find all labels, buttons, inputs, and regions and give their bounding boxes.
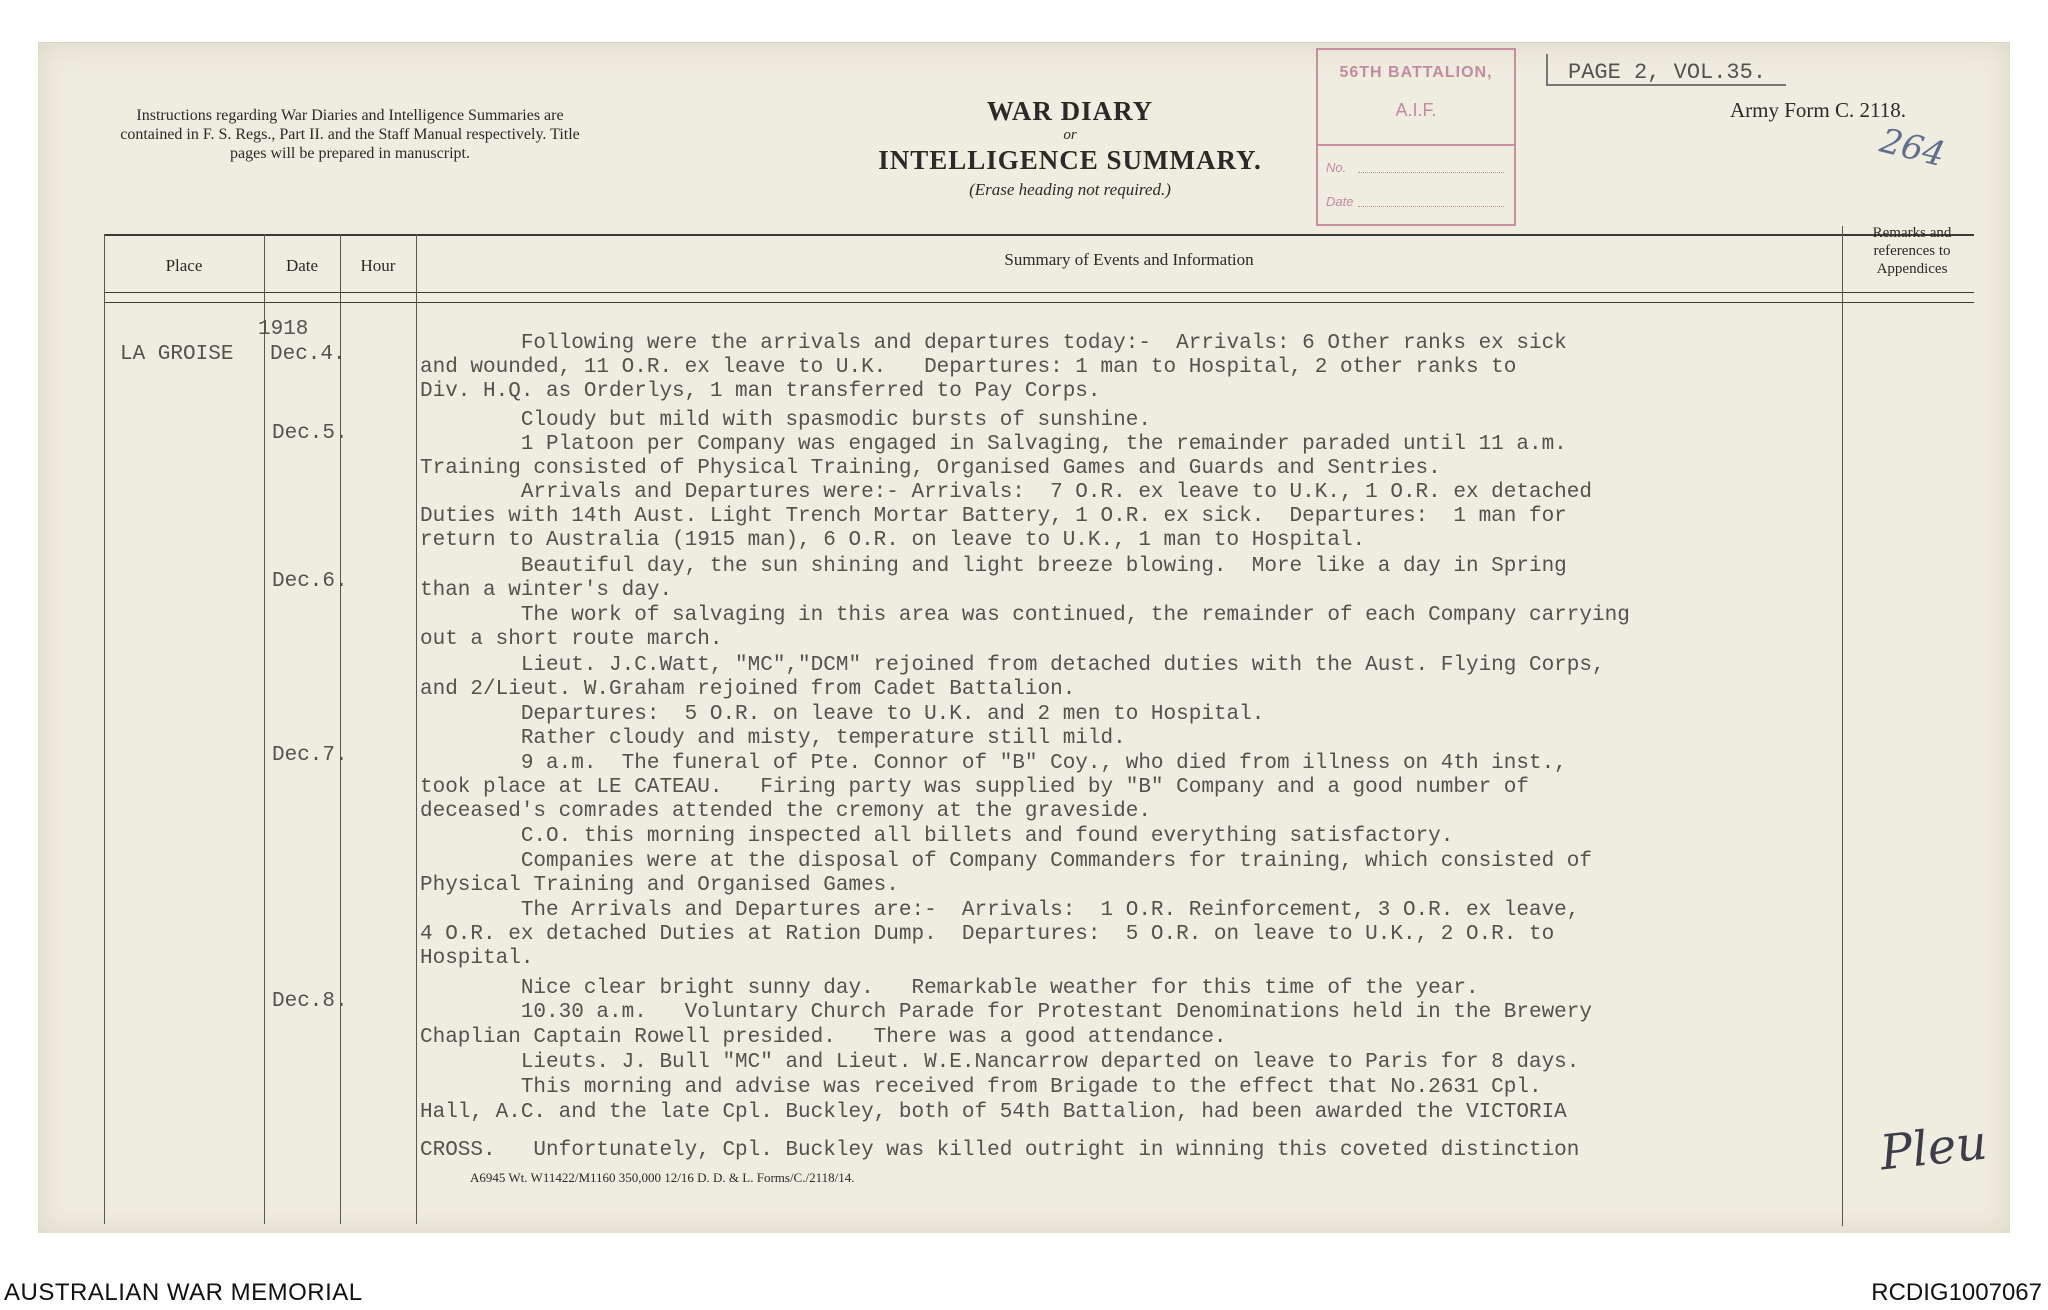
page-subtitle: INTELLIGENCE SUMMARY.	[878, 145, 1262, 175]
col-rule-summary	[1842, 226, 1843, 1226]
diary-line: Departures: 5 O.R. on leave to U.K. and 2 men to Hospital.	[420, 703, 1265, 726]
entry-year: 1918	[258, 318, 309, 341]
diary-line: Cloudy but mild with spasmodic bursts of sunshine.	[420, 409, 1151, 432]
table-top-rule	[104, 234, 1974, 236]
diary-line: This morning and advise was received from Brigade to the effect that No.2631 Cpl.	[420, 1076, 1542, 1099]
diary-line: 9 a.m. The funeral of Pte. Connor of "B" Coy., who died from illness on 4th inst.,	[420, 752, 1567, 775]
diary-line: Companies were at the disposal of Company Commanders for training, which consisted of	[420, 850, 1592, 873]
diary-line: The Arrivals and Departures are:- Arrivals: 1 O.R. Reinforcement, 3 O.R. ex leave,	[420, 899, 1580, 922]
stamp-date-dots	[1358, 206, 1504, 207]
page-title: WAR DIARY	[986, 96, 1154, 126]
entry-date: Dec.4.	[270, 343, 346, 366]
entry-date: Dec.8.	[272, 990, 348, 1013]
entry-date: Dec.5.	[272, 422, 348, 445]
page-reference: PAGE 2, VOL.35.	[1568, 60, 1767, 85]
archive-id: RCDIG1007067	[1871, 1279, 2042, 1306]
diary-line: 10.30 a.m. Voluntary Church Parade for Protestant Denominations held in the Brewery	[420, 1001, 1592, 1024]
handwritten-page-number: 264	[1876, 120, 1949, 176]
entry-date: Dec.6.	[272, 570, 348, 593]
archive-caption: AUSTRALIAN WAR MEMORIAL	[4, 1279, 363, 1306]
column-header-date: Date	[285, 256, 319, 275]
diary-line: 4 O.R. ex detached Duties at Ration Dump. Departures: 5 O.R. on leave to U.K., 2 O.R. to	[420, 923, 1555, 946]
form-code: A6945 Wt. W11422/M1160 350,000 12/16 D. D. & L. Forms/C./2118/14.	[470, 1170, 855, 1185]
title-note: (Erase heading not required.)	[969, 180, 1171, 199]
signature: Pleu	[1877, 1114, 1990, 1182]
title-or: or	[1063, 127, 1077, 143]
column-header-remarks: Remarks and references to Appendices	[1872, 225, 1952, 277]
diary-line: Rather cloudy and misty, temperature still mild.	[420, 727, 1126, 750]
diary-line: Hospital.	[420, 947, 534, 970]
battalion-stamp	[1316, 48, 1516, 226]
diary-line: took place at LE CATEAU. Firing party was supplied by "B" Company and a good number of	[420, 776, 1529, 799]
diary-line: and 2/Lieut. W.Graham rejoined from Cadet Battalion.	[420, 678, 1076, 701]
header-double-rule	[104, 302, 1974, 303]
diary-line: Physical Training and Organised Games.	[420, 874, 899, 897]
entry-date: Dec.7.	[272, 744, 348, 767]
diary-line: and wounded, 11 O.R. ex leave to U.K. Departures: 1 man to Hospital, 2 other ranks to	[420, 356, 1517, 379]
diary-line: Beautiful day, the sun shining and light breeze blowing. More like a day in Spring	[420, 555, 1567, 578]
header-bottom-rule	[104, 292, 1974, 293]
column-header-summary: Summary of Events and Information	[1004, 250, 1254, 269]
army-form-label: Army Form C. 2118.	[1730, 98, 1906, 122]
title-block	[830, 96, 1310, 200]
diary-line: Hall, A.C. and the late Cpl. Buckley, both of 54th Battalion, had been awarded the VICTORIA	[420, 1101, 1567, 1124]
stamp-divider	[1318, 144, 1514, 146]
diary-line: Nice clear bright sunny day. Remarkable weather for this time of the year.	[420, 977, 1479, 1000]
diary-line: than a winter's day.	[420, 579, 673, 602]
col-rule-place	[264, 234, 265, 1224]
diary-line: Arrivals and Departures were:- Arrivals: 7 O.R. ex leave to U.K., 1 O.R. ex detached	[420, 481, 1592, 504]
stamp-battalion: 56TH BATTALION,	[1339, 64, 1493, 81]
diary-line: deceased's comrades attended the cremony at the graveside.	[420, 800, 1151, 823]
stamp-no-label: No.	[1326, 160, 1347, 175]
stamp-no-dots	[1358, 172, 1504, 173]
stamp-date-label: Date	[1326, 194, 1354, 209]
entry-place: LA GROISE	[120, 343, 234, 366]
diary-line: Lieut. J.C.Watt, "MC","DCM" rejoined from detached duties with the Aust. Flying Corps,	[420, 654, 1605, 677]
col-rule-date	[340, 234, 341, 1224]
diary-line: The work of salvaging in this area was continued, the remainder of each Company carrying	[420, 604, 1630, 627]
diary-line: 1 Platoon per Company was engaged in Salvaging, the remainder paraded until 11 a.m.	[420, 433, 1567, 456]
diary-line: return to Australia (1915 man), 6 O.R. on leave to U.K., 1 man to Hospital.	[420, 529, 1366, 552]
diary-line: Chaplian Captain Rowell presided. There was a good attendance.	[420, 1026, 1227, 1049]
diary-line: out a short route march.	[420, 628, 723, 651]
diary-line: C.O. this morning inspected all billets and found everything satisfactory.	[420, 825, 1454, 848]
stamp-aif: A.I.F.	[1395, 100, 1437, 120]
instructions-text: Instructions regarding War Diaries and Intelligence Summaries are contained in F. S. Regs., Part II. and the Staff Manual respectively. Title pages will be prepared in manuscript.	[120, 107, 580, 162]
col-rule-hour	[416, 234, 417, 1224]
col-rule-left	[104, 234, 105, 1224]
diary-line: Following were the arrivals and departures today:- Arrivals: 6 Other ranks ex sick	[420, 332, 1567, 355]
diary-line: Duties with 14th Aust. Light Trench Mortar Battery, 1 O.R. ex sick. Departures: 1 man for	[420, 505, 1567, 528]
column-header-place: Place	[165, 256, 203, 275]
diary-line: Training consisted of Physical Training, Organised Games and Guards and Sentries.	[420, 457, 1441, 480]
diary-line: CROSS. Unfortunately, Cpl. Buckley was killed outright in winning this coveted distinction	[420, 1139, 1580, 1162]
diary-line: Div. H.Q. as Orderlys, 1 man transferred to Pay Corps.	[420, 380, 1101, 403]
column-header-hour: Hour	[360, 256, 396, 275]
diary-line: Lieuts. J. Bull "MC" and Lieut. W.E.Nancarrow departed on leave to Paris for 8 days.	[420, 1051, 1580, 1074]
